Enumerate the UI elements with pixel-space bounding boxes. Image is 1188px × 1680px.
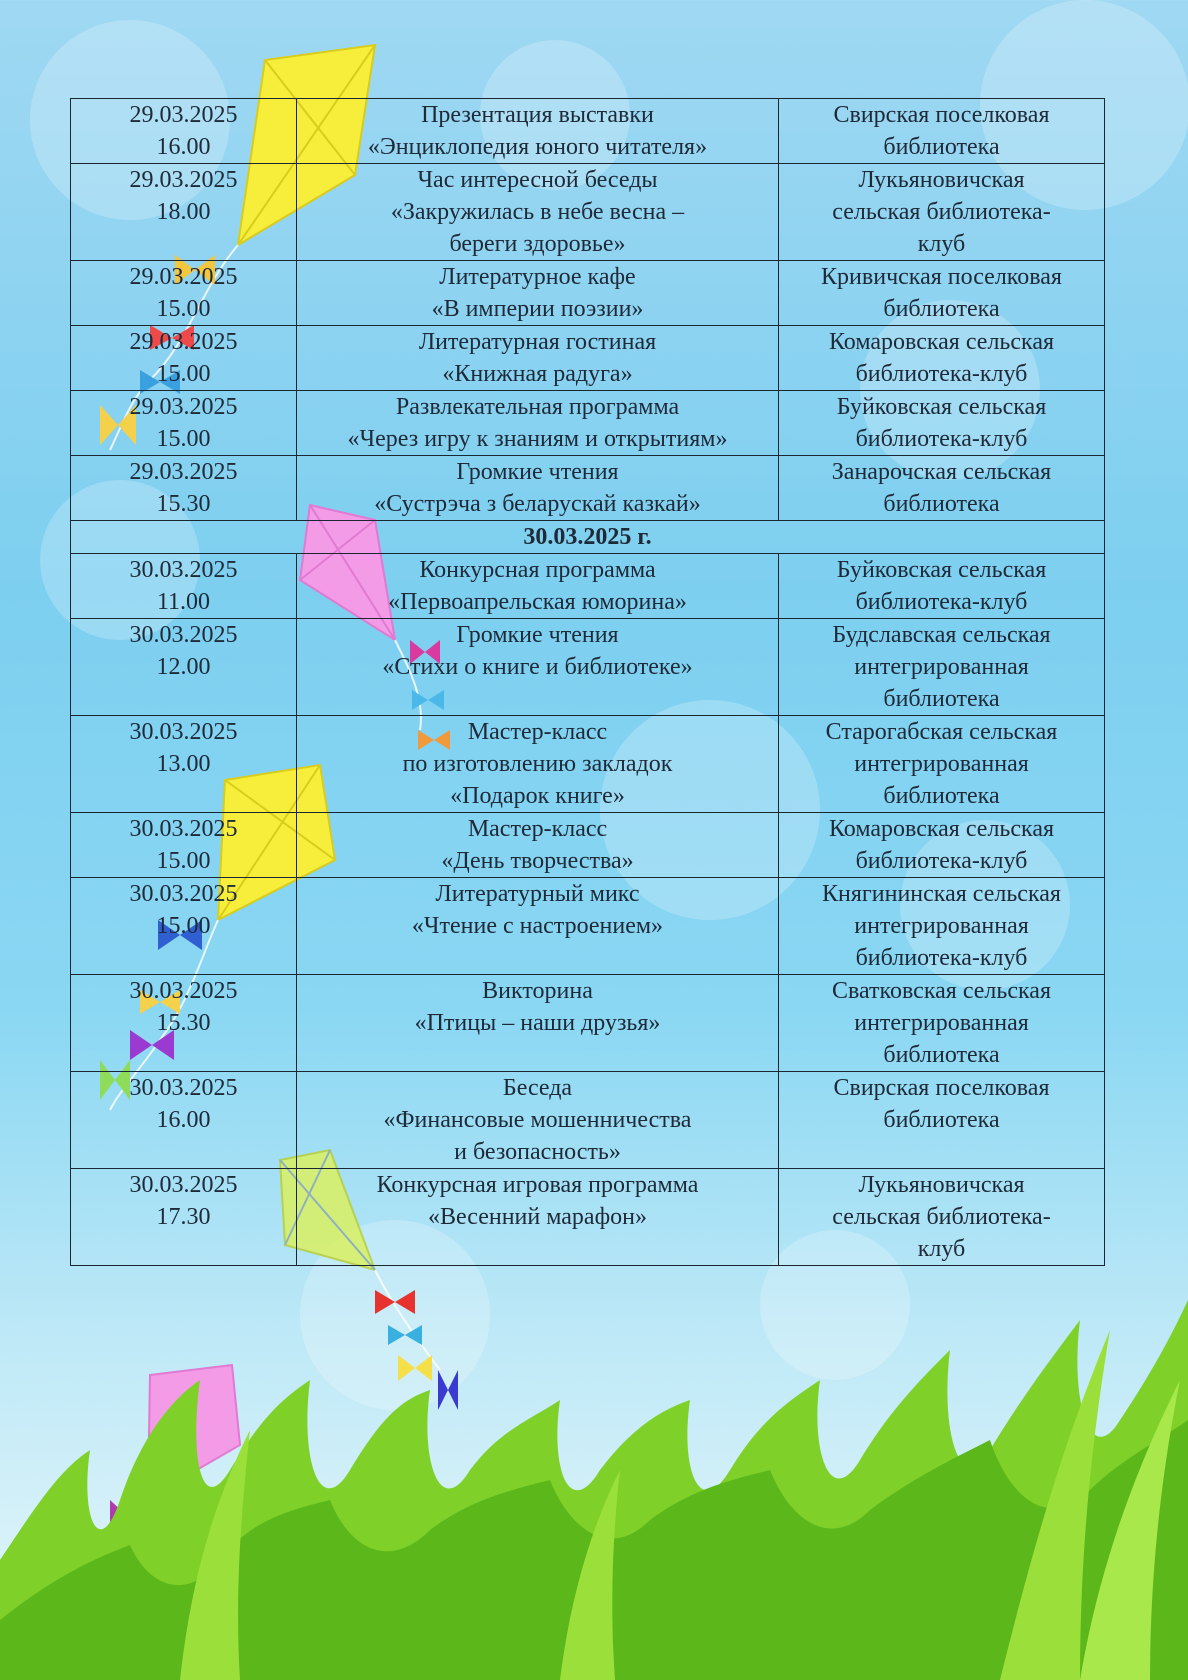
event-venue-line: Сватковская сельская [832,978,1051,1004]
event-time: 16.00 [156,1107,211,1133]
event-venue-cell [779,619,1105,716]
event-datetime-cell [71,99,297,164]
event-title-line: по изготовлению закладок [402,751,673,777]
event-title-line: и безопасность» [454,1139,621,1165]
event-time: 15.00 [156,913,211,939]
event-date: 30.03.2025 [129,1075,238,1101]
event-venue-line: библиотека [883,1107,1000,1133]
event-venue-line: Занарочская сельская [831,459,1052,485]
event-datetime-cell [71,456,297,521]
event-title-line: Громкие чтения [456,622,619,648]
event-title-cell [297,326,779,391]
event-venue-cell [779,99,1105,164]
event-title-line: Викторина [482,978,593,1004]
event-title-line: Мастер-класс [467,816,608,842]
event-title-cell [297,716,779,813]
event-row [71,456,1105,521]
event-venue-line: сельская библиотека- [832,199,1051,225]
event-title-line: «Финансовые мошенничества [383,1107,692,1133]
event-title-cell [297,813,779,878]
event-datetime-cell [71,261,297,326]
event-venue-line: Свирская поселковая [833,1075,1050,1101]
event-datetime-cell [71,1169,297,1266]
event-venue-line: Комаровская сельская [828,329,1055,355]
event-title-line: «Книжная радуга» [442,361,633,387]
event-title-cell [297,554,779,619]
event-venue-line: интегрированная [854,913,1029,939]
event-venue-line: библиотека [883,134,1000,160]
event-venue-cell [779,391,1105,456]
event-venue-line: интегрированная [854,1010,1029,1036]
event-time: 18.00 [156,199,211,225]
event-row [71,1072,1105,1169]
event-date: 30.03.2025 [129,557,238,583]
event-time: 15.00 [156,361,211,387]
event-venue-cell [779,261,1105,326]
event-row [71,99,1105,164]
event-row [71,391,1105,456]
event-time: 15.30 [156,491,211,517]
event-date: 30.03.2025 [129,816,238,842]
event-row [71,326,1105,391]
event-time: 16.00 [156,134,211,160]
events-schedule-body [71,99,1105,1266]
event-title-cell [297,456,779,521]
event-date: 29.03.2025 [129,394,238,420]
event-time: 15.00 [156,848,211,874]
event-venue-cell [779,164,1105,261]
event-time: 15.00 [156,296,211,322]
event-venue-line: Буйковская сельская [836,394,1047,420]
event-title-line: Конкурсная программа [419,557,656,583]
event-venue-line: клуб [917,1236,966,1262]
event-title-line: «Подарок книге» [450,783,625,809]
event-title-line: «Через игру к знаниям и открытиям» [347,426,728,452]
event-title-cell [297,1072,779,1169]
event-row [71,813,1105,878]
event-title-line: Презентация выставки [421,102,654,128]
event-row [71,554,1105,619]
event-time: 15.00 [156,426,211,452]
event-venue-line: библиотека-клуб [855,848,1028,874]
event-date: 30.03.2025 [129,719,238,745]
event-venue-line: интегрированная [854,751,1029,777]
event-venue-cell [779,878,1105,975]
event-venue-cell [779,1169,1105,1266]
event-venue-line: библиотека-клуб [855,426,1028,452]
event-venue-line: Комаровская сельская [828,816,1055,842]
event-date: 29.03.2025 [129,264,238,290]
event-venue-line: клуб [917,231,966,257]
event-venue-line: библиотека-клуб [855,945,1028,971]
event-date: 29.03.2025 [129,329,238,355]
day-header-label: 30.03.2025 г. [71,521,1105,554]
event-title-line: «Птицы – наши друзья» [414,1010,661,1036]
event-time: 13.00 [156,751,211,777]
event-datetime-cell [71,975,297,1072]
event-datetime-cell [71,326,297,391]
event-title-line: Конкурсная игровая программа [376,1172,699,1198]
event-title-line: Литературная гостиная [418,329,657,355]
event-date: 30.03.2025 [129,978,238,1004]
event-datetime-cell [71,164,297,261]
event-title-line: Час интересной беседы [417,167,658,193]
event-title-line: Литературный микс [435,881,640,907]
event-date: 30.03.2025 [129,622,238,648]
event-venue-line: Лукьяновичская [858,1172,1025,1198]
event-title-cell [297,1169,779,1266]
event-title-line: «День творчества» [441,848,634,874]
event-title-line: «Закружилась в небе весна – [390,199,685,225]
event-time: 15.30 [156,1010,211,1036]
event-venue-cell [779,456,1105,521]
event-venue-line: библиотека [883,1042,1000,1068]
event-title-line: береги здоровье» [449,231,626,257]
event-venue-line: Лукьяновичская [858,167,1025,193]
event-title-line: «В империи поэзии» [431,296,644,322]
events-schedule-table [70,98,1105,1266]
event-time: 12.00 [156,654,211,680]
event-title-cell [297,261,779,326]
event-venue-line: Старогабская сельская [825,719,1058,745]
event-date: 29.03.2025 [129,102,238,128]
event-venue-cell [779,813,1105,878]
event-date: 30.03.2025 [129,1172,238,1198]
event-title-cell [297,164,779,261]
event-title-cell [297,878,779,975]
event-title-line: «Первоапрельская юморина» [388,589,687,615]
event-datetime-cell [71,391,297,456]
event-datetime-cell [71,1072,297,1169]
event-datetime-cell [71,554,297,619]
event-venue-line: библиотека [883,783,1000,809]
event-time: 17.30 [156,1204,211,1230]
event-title-line: Мастер-класс [467,719,608,745]
event-title-line: Развлекательная программа [395,394,680,420]
event-venue-line: библиотека [883,491,1000,517]
event-title-cell [297,391,779,456]
event-row [71,164,1105,261]
grass [0,1300,1188,1680]
event-row [71,619,1105,716]
event-title-line: «Стихи о книге и библиотеке» [382,654,693,680]
event-title-cell [297,619,779,716]
event-datetime-cell [71,716,297,813]
event-row [71,1169,1105,1266]
event-venue-line: библиотека [883,296,1000,322]
event-title-line: Беседа [502,1075,573,1101]
event-venue-line: Свирская поселковая [833,102,1050,128]
day-header-row [71,521,1105,554]
event-venue-cell [779,1072,1105,1169]
event-title-line: Громкие чтения [456,459,619,485]
event-title-line: Литературное кафе [439,264,636,290]
event-venue-cell [779,326,1105,391]
event-date: 29.03.2025 [129,167,238,193]
event-title-line: «Энциклопедия юного читателя» [367,134,708,160]
event-venue-cell [779,975,1105,1072]
event-venue-line: сельская библиотека- [832,1204,1051,1230]
event-datetime-cell [71,878,297,975]
event-venue-line: Кривичская поселковая [821,264,1062,290]
event-date: 29.03.2025 [129,459,238,485]
event-title-line: «Сустрэча з беларускай казкай» [374,491,701,517]
event-row [71,878,1105,975]
event-venue-line: интегрированная [854,654,1029,680]
event-row [71,975,1105,1072]
event-datetime-cell [71,619,297,716]
event-venue-line: Княгининская сельская [822,881,1061,907]
event-venue-cell [779,716,1105,813]
event-title-line: «Весенний марафон» [428,1204,647,1230]
event-datetime-cell [71,813,297,878]
event-title-cell [297,975,779,1072]
event-row [71,716,1105,813]
event-venue-line: Буйковская сельская [836,557,1047,583]
event-venue-cell [779,554,1105,619]
event-venue-line: библиотека-клуб [855,589,1028,615]
event-venue-line: Будславская сельская [832,622,1051,648]
event-date: 30.03.2025 [129,881,238,907]
event-title-line: «Чтение с настроением» [411,913,664,939]
event-title-cell [297,99,779,164]
event-venue-line: библиотека-клуб [855,361,1028,387]
event-venue-line: библиотека [883,686,1000,712]
event-row [71,261,1105,326]
event-time: 11.00 [156,589,211,615]
